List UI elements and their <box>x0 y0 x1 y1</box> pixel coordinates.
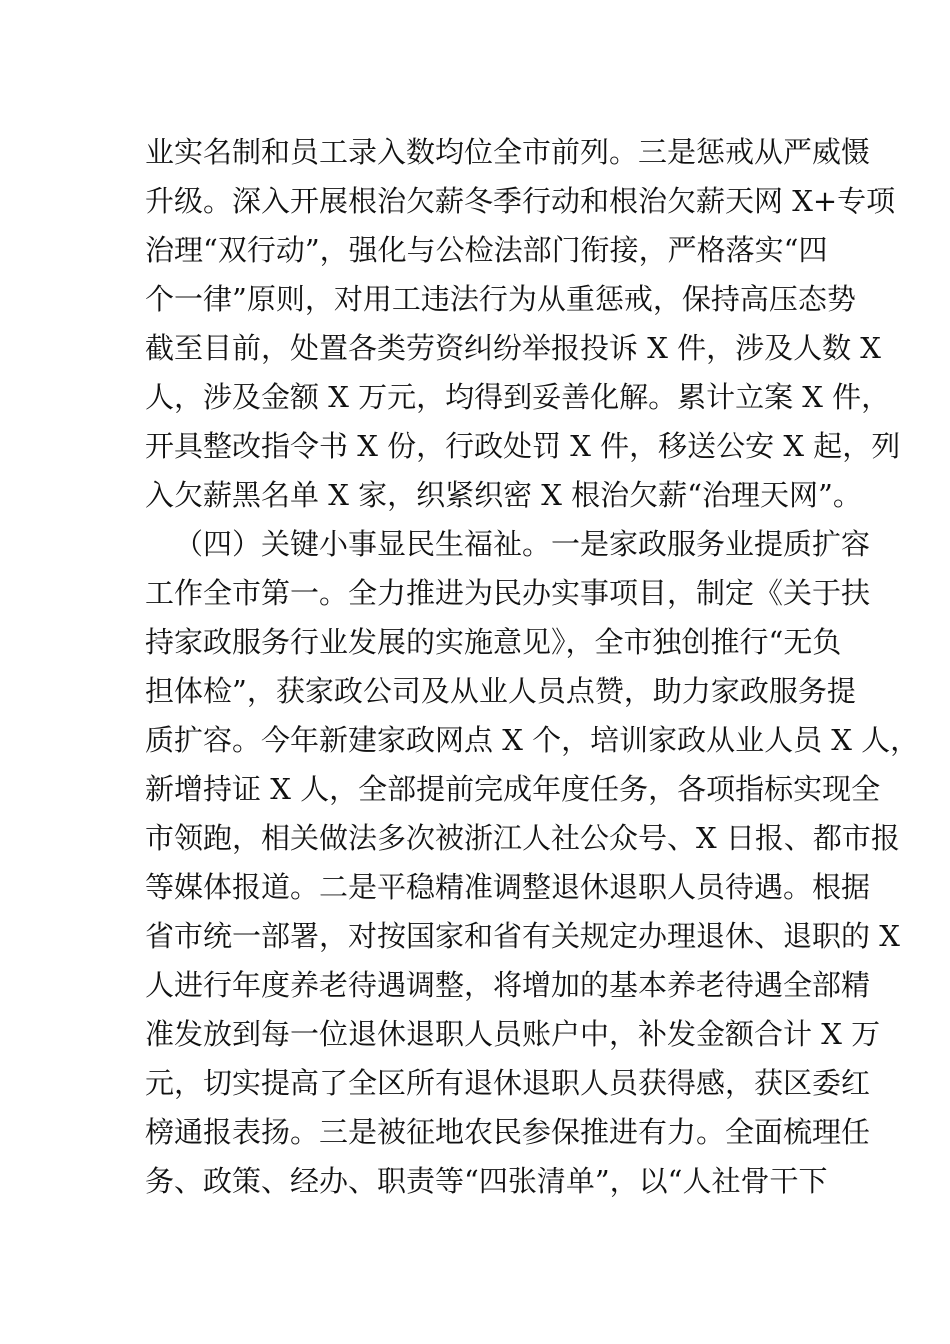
text-line: 入欠薪黑名单 X 家，织紧织密 X 根治欠薪“治理天网”。 <box>145 478 862 512</box>
text-line: 人进行年度养老待遇调整，将增加的基本养老待遇全部精 <box>145 968 871 1002</box>
paragraph-four <box>145 520 920 1206</box>
text-line: 开具整改指令书 X 份，行政处罚 X 件，移送公安 X 起，列 <box>145 429 901 463</box>
text-line: 升级。深入开展根治欠薪冬季行动和根治欠薪天网 X+专项 <box>145 184 896 218</box>
text-line: 担体检”，获家政公司及从业人员点赞，助力家政服务提 <box>145 674 856 708</box>
text-line: 个一律”原则，对用工违法行为从重惩戒，保持高压态势 <box>145 282 856 316</box>
text-line: 省市统一部署，对按国家和省有关规定办理退休、退职的 X <box>145 919 900 953</box>
text-line: 务、政策、经办、职责等“四张清单”，以“人社骨干下 <box>145 1164 828 1198</box>
text-line: 持家政服务行业发展的实施意见》，全市独创推行“无负 <box>145 625 842 659</box>
text-line: 市领跑，相关做法多次被浙江人社公众号、X 日报、都市报 <box>145 821 900 855</box>
text-line: 截至目前，处置各类劳资纠纷举报投诉 X 件，涉及人数 X <box>145 331 881 365</box>
paragraph-heading-line: （四）关键小事显民生福祉。一是家政服务业提质扩容 <box>174 527 871 561</box>
text-line: 业实名制和员工录入数均位全市前列。三是惩戒从严威慑 <box>145 135 871 169</box>
text-line: 人，涉及金额 X 万元，均得到妥善化解。累计立案 X 件， <box>145 380 891 414</box>
text-line: 准发放到每一位退休退职人员账户中，补发金额合计 X 万 <box>145 1017 881 1051</box>
text-line: 榜通报表扬。三是被征地农民参保推进有力。全面梳理任 <box>145 1115 871 1149</box>
paragraph-continued <box>145 128 901 520</box>
body-text <box>145 128 920 1206</box>
text-line: 等媒体报道。二是平稳精准调整退休退职人员待遇。根据 <box>145 870 871 904</box>
text-line: 质扩容。今年新建家政网点 X 个，培训家政从业人员 X 人， <box>145 723 920 757</box>
text-line: 元，切实提高了全区所有退休退职人员获得感，获区委红 <box>145 1066 871 1100</box>
text-line: 新增持证 X 人，全部提前完成年度任务，各项指标实现全 <box>145 772 881 806</box>
text-line: 治理“双行动”，强化与公检法部门衔接，严格落实“四 <box>145 233 828 267</box>
text-line: 工作全市第一。全力推进为民办实事项目，制定《关于扶 <box>145 576 871 610</box>
